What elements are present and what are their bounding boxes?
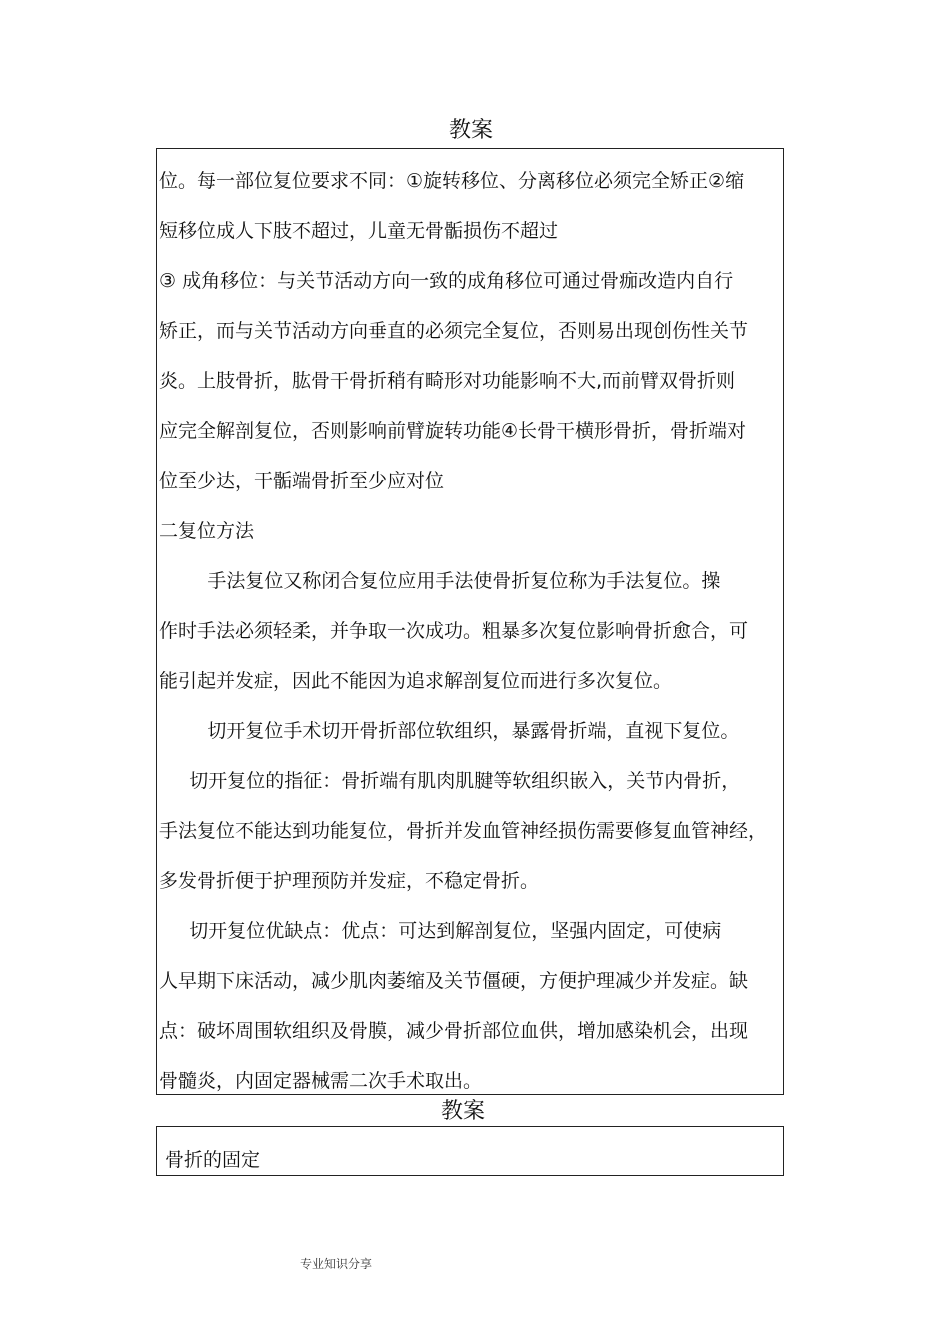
lesson-content-box xyxy=(156,148,784,1095)
page-title: 教案 xyxy=(448,118,493,143)
content-line: 作时手法必须轻柔，并争取一次成功。粗暴多次复位影响骨折愈合，可 xyxy=(159,620,749,642)
content-line: 骨髓炎，内固定器械需二次手术取出。 xyxy=(159,1070,483,1092)
content-line: 切开复位的指征：骨折端有肌肉肌腱等软组织嵌入，关节内骨折， xyxy=(159,770,741,792)
content-line: 切开复位优缺点：优点：可达到解剖复位，坚强内固定，可使病 xyxy=(159,920,722,942)
section-heading: 二复位方法 xyxy=(159,520,255,542)
content-line: 炎。上肢骨折，肱骨干骨折稍有畸形对功能影响不大,而前臂双骨折则 xyxy=(159,370,736,392)
footer-text: 专业知识分享 xyxy=(300,1257,373,1271)
content-line: 位。每一部位复位要求不同：①旋转移位、分离移位必须完全矫正②缩 xyxy=(159,170,745,192)
content-line: 切开复位手术切开骨折部位软组织，暴露骨折端，直视下复位。 xyxy=(159,720,740,742)
content-line: 手法复位又称闭合复位应用手法使骨折复位称为手法复位。操 xyxy=(159,570,721,592)
section-heading: 骨折的固定 xyxy=(159,1149,261,1171)
content-line: 短移位成人下肢不超过，儿童无骨骺损伤不超过 xyxy=(159,220,559,242)
content-line: 位至少达，干骺端骨折至少应对位 xyxy=(159,470,445,492)
lesson-content-box-second xyxy=(156,1126,784,1176)
content-line: 人早期下床活动，减少肌肉萎缩及关节僵硬，方便护理减少并发症。缺 xyxy=(159,970,749,992)
content-line: 点：破坏周围软组织及骨膜，减少骨折部位血供，增加感染机会，出现 xyxy=(159,1020,749,1042)
page-title-second: 教案 xyxy=(440,1099,485,1124)
content-line: 矫正，而与关节活动方向垂直的必须完全复位，否则易出现创伤性关节 xyxy=(159,320,749,342)
content-line: ③ 成角移位：与关节活动方向一致的成角移位可通过骨痂改造内自行 xyxy=(159,270,734,292)
content-line: 应完全解剖复位，否则影响前臂旋转功能④长骨干横形骨折，骨折端对 xyxy=(159,420,747,442)
content-line: 多发骨折便于护理预防并发症，不稳定骨折。 xyxy=(159,870,540,892)
content-line: 能引起并发症，因此不能因为追求解剖复位而进行多次复位。 xyxy=(159,670,673,692)
content-line: 手法复位不能达到功能复位，骨折并发血管神经损伤需要修复血管神经， xyxy=(159,820,768,842)
